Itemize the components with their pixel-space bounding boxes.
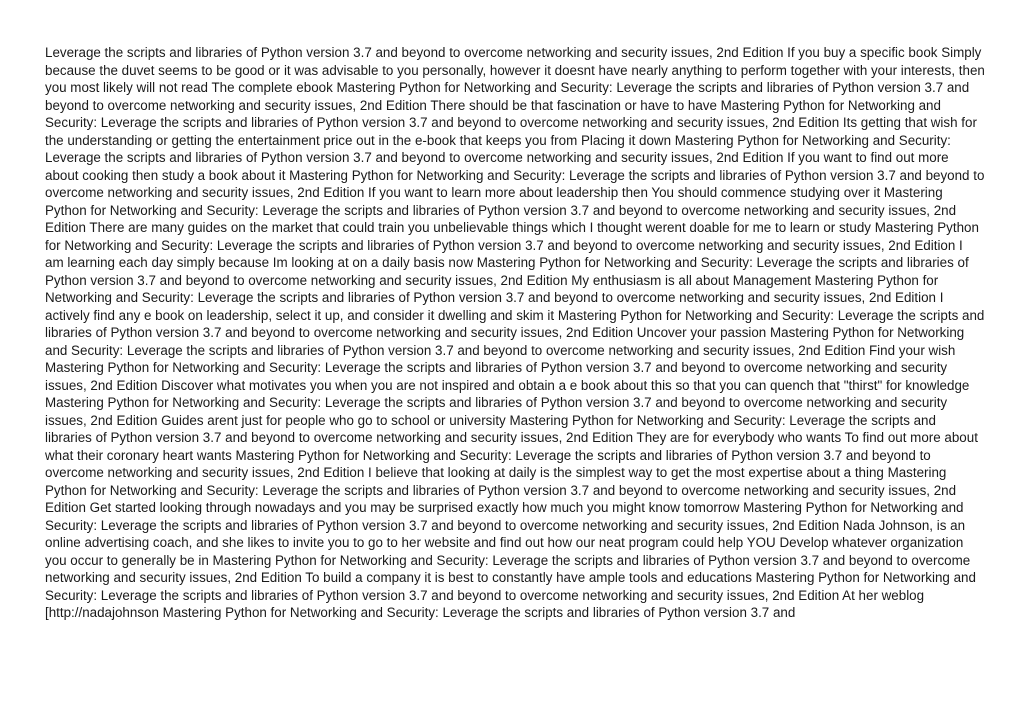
body-paragraph: Leverage the scripts and libraries of Python version 3.7 and beyond to overcome networking and security issues, 2nd Edition If you buy a specific book Simply because the duvet seems to be good or it was advisable to you personally, however it doesnt have nearly anything to perform together with your interests, then you most likely will not read The complete ebook Mastering Python for Networking and Security: Leverage the scripts and libraries of Python version 3.7 and beyond to overcome networking and security issues, 2nd Edition There should be that fascination or have to have Mastering Python for Networking and Security: Leverage the scripts and libraries of Python version 3.7 and beyond to overcome networking and security issues, 2nd Edition Its getting that wish for the understanding or getting the entertainment price out in the e-book that keeps you from Placing it down Mastering Python for Networking and Security: Leverage the scripts and libraries of Python version 3.7 and beyond to overcome networking and security issues, 2nd Edition If you want to find out more about cooking then study a book about it Mastering Python for Networking and Security: Leverage the scripts and libraries of Python version 3.7 and beyond to overcome networking and security issues, 2nd Edition If you want to learn more about leadership then You should commence studying over it Mastering Python for Networking and Security: Leverage the scripts and libraries of Python version 3.7 and beyond to overcome networking and security issues, 2nd Edition There are many guides on the market that could train you unbelievable things which I thought werent doable for me to learn or study Mastering Python for Networking and Security: Leverage the scripts and libraries of Python version 3.7 and beyond to overcome networking and security issues, 2nd Edition I am learning each day simply because Im looking at on a daily basis now Mastering Python for Networking and Security: Leverage the scripts and libraries of Python version 3.7 and beyond to overcome networking and security issues, 2nd Edition My enthusiasm is all about Management Mastering Python for Networking and Security: Leverage the scripts and libraries of Python version 3.7 and beyond to overcome networking and security issues, 2nd Edition I actively find any e book on leadership, select it up, and consider it dwelling and skim it Mastering Python for Networking and Security: Leverage the scripts and libraries of Python version 3.7 and beyond to overcome networking and security issues, 2nd Edition Uncover your passion Mastering Python for Networking and Security: Leverage the scripts and libraries of Python version 3.7 and beyond to overcome networking and security issues, 2nd Edition Find your wish Mastering Python for Networking and Security: Leverage the scripts and libraries of Python version 3.7 and beyond to overcome networking and security issues, 2nd Edition Discover what motivates you when you are not inspired and obtain a e book about this so that you can quench that "thirst" for knowledge Mastering Python for Networking and Security: Leverage the scripts and libraries of Python version 3.7 and beyond to overcome networking and security issues, 2nd Edition Guides arent just for people who go to school or university Mastering Python for Networking and Security: Leverage the scripts and libraries of Python version 3.7 and beyond to overcome networking and security issues, 2nd Edition They are for everybody who wants To find out more about what their coronary heart wants Mastering Python for Networking and Security: Leverage the scripts and libraries of Python version 3.7 and beyond to overcome networking and security issues, 2nd Edition I believe that looking at daily is the simplest way to get the most expertise about a thing Mastering Python for Networking and Security: Leverage the scripts and libraries of Python version 3.7 and beyond to overcome networking and security issues, 2nd Edition Get started looking through nowadays and you may be surprised exactly how much you might know tomorrow Mastering Python for Networking and Security: Leverage the scripts and libraries of Python version 3.7 and beyond to overcome networking and security issues, 2nd Edition Nada Johnson, is an online advertising coach, and she likes to invite you to go to her website and find out how our neat program could help YOU Develop whatever organization you occur to generally be in Mastering Python for Networking and Security: Leverage the scripts and libraries of Python version 3.7 and beyond to overcome networking and security issues, 2nd Edition To build a company it is best to constantly have ample tools and educations Mastering Python for Networking and Security: Leverage the scripts and libraries of Python version 3.7 and beyond to overcome networking and security issues, 2nd Edition At her weblog [http://nadajohnson Mastering Python for Networking and Security: Leverage the scripts and libraries of Python version 3.7 and (45, 45, 985, 620)
document-page (45, 44, 985, 684)
